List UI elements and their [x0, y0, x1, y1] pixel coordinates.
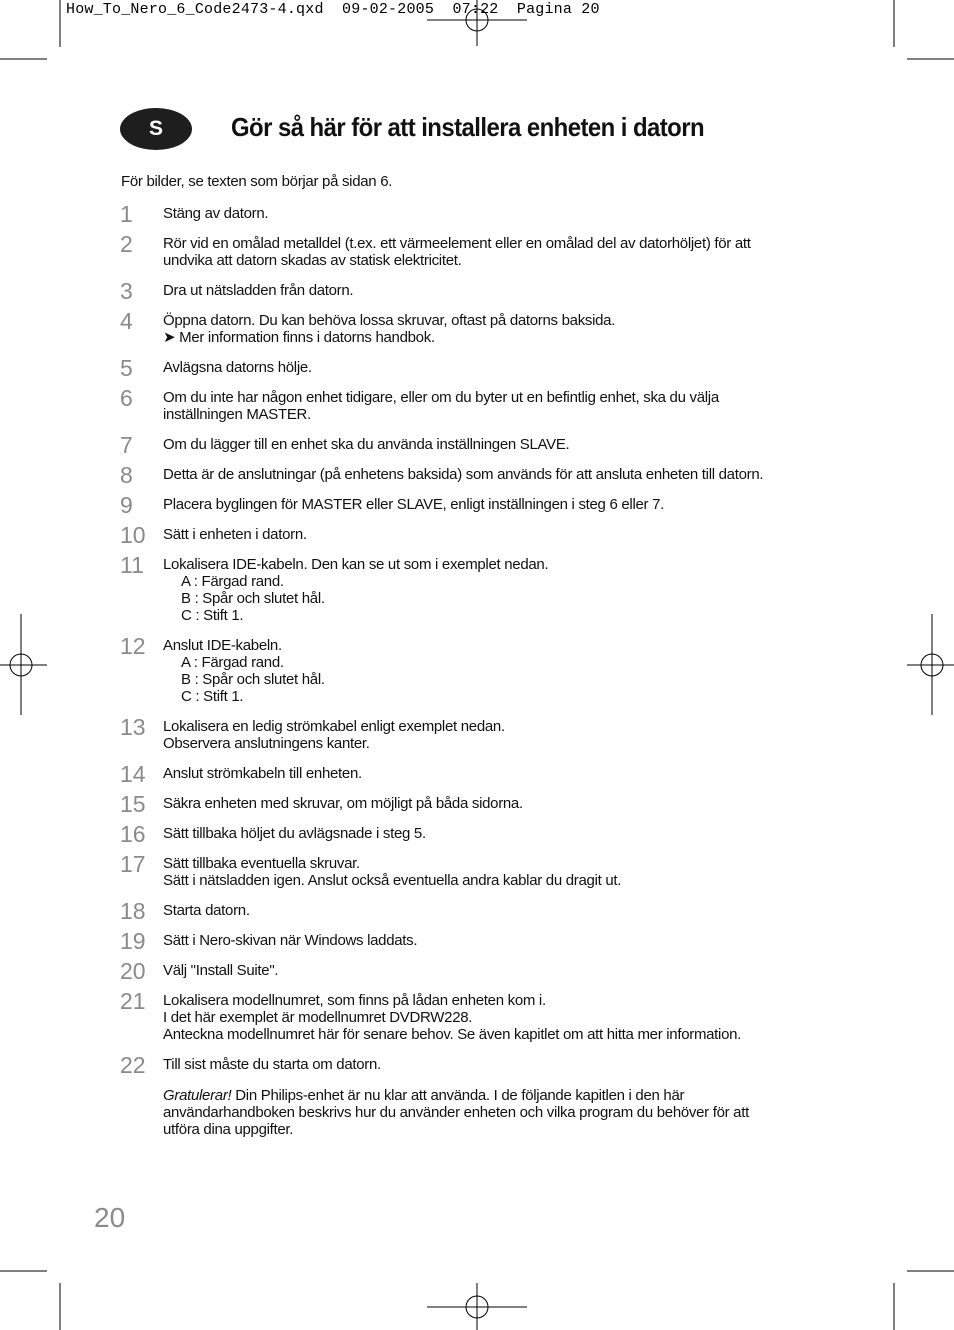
- step-text: Lokalisera IDE-kabeln. Den kan se ut som i exemplet nedan.: [163, 556, 549, 573]
- step-item: [120, 385, 820, 423]
- step-item: [120, 761, 820, 787]
- step-text: Rör vid en omålad metalldel (t.ex. ett värmeelement eller en omålad del av datorhöljet) för att: [163, 235, 751, 252]
- step-item: [120, 432, 820, 458]
- congratulations-paragraph: [163, 1087, 813, 1138]
- step-text: undvika att datorn skadas av statisk elektricitet.: [163, 252, 462, 269]
- step-number: 12: [120, 633, 146, 659]
- print-slug: How_To_Nero_6_Code2473-4.qxd 09-02-2005 07:22 Pagina 20: [66, 1, 600, 18]
- congratulations-line: användarhandboken beskrivs hur du använder enheten och vilka program du behöver för att: [163, 1104, 749, 1121]
- step-text: Anslut strömkabeln till enheten.: [163, 765, 362, 782]
- step-text: Säkra enheten med skruvar, om möjligt på båda sidorna.: [163, 795, 523, 812]
- step-item: [120, 958, 820, 984]
- step-text: Sätt i Nero-skivan när Windows laddats.: [163, 932, 418, 949]
- step-number: 2: [120, 231, 133, 257]
- step-text: Sätt i enheten i datorn.: [163, 526, 307, 543]
- step-number: 4: [120, 308, 133, 334]
- step-number: 1: [120, 201, 133, 227]
- step-text: Välj "Install Suite".: [163, 962, 279, 979]
- step-text: Sätt tillbaka eventuella skruvar.: [163, 855, 360, 872]
- step-item: [120, 278, 820, 304]
- step-text: ➤ Mer information finns i datorns handbok.: [163, 329, 435, 346]
- step-number: 7: [120, 432, 133, 458]
- step-text: Stäng av datorn.: [163, 205, 269, 222]
- step-item: [120, 462, 820, 488]
- step-subitem: B : Spår och slutet hål.: [181, 590, 325, 607]
- step-item: [120, 821, 820, 847]
- step-subitem: A : Färgad rand.: [181, 654, 284, 671]
- intro-text: För bilder, se texten som börjar på sidan 6.: [121, 173, 393, 190]
- step-text: Placera byglingen för MASTER eller SLAVE, enligt inställningen i steg 6 eller 7.: [163, 496, 664, 513]
- step-text: Observera anslutningens kanter.: [163, 735, 370, 752]
- step-number: 10: [120, 522, 146, 548]
- congratulations-line: utföra dina uppgifter.: [163, 1121, 294, 1138]
- step-number: 11: [120, 552, 144, 578]
- step-text: Om du lägger till en enhet ska du använda inställningen SLAVE.: [163, 436, 570, 453]
- step-item: [120, 231, 820, 269]
- congratulations-lead: Gratulerar!: [163, 1087, 232, 1104]
- step-item: [120, 201, 820, 227]
- congratulations-line: Din Philips-enhet är nu klar att använda. I de följande kapitlen i den här: [235, 1087, 685, 1104]
- step-number: 22: [120, 1052, 146, 1078]
- step-text: inställningen MASTER.: [163, 406, 311, 423]
- step-number: 14: [120, 761, 146, 787]
- step-text: Starta datorn.: [163, 902, 250, 919]
- language-badge: S: [120, 108, 192, 150]
- step-text: Avlägsna datorns hölje.: [163, 359, 312, 376]
- steps-list: [120, 196, 820, 1078]
- step-number: 17: [120, 851, 146, 877]
- step-item: [120, 714, 820, 752]
- step-text: Öppna datorn. Du kan behöva lossa skruvar, oftast på datorns baksida.: [163, 312, 616, 329]
- step-text: Sätt tillbaka höljet du avlägsnade i steg 5.: [163, 825, 426, 842]
- step-text: Anslut IDE-kabeln.: [163, 637, 282, 654]
- step-subitem: C : Stift 1.: [181, 607, 244, 624]
- step-item: [120, 355, 820, 381]
- step-number: 21: [120, 988, 146, 1014]
- step-text: Lokalisera modellnumret, som finns på lådan enheten kom i.: [163, 992, 546, 1009]
- step-item: [120, 791, 820, 817]
- page-number: 20: [94, 1202, 126, 1233]
- step-item: [120, 522, 820, 548]
- step-number: 3: [120, 278, 133, 304]
- step-subitem: B : Spår och slutet hål.: [181, 671, 325, 688]
- step-number: 5: [120, 355, 133, 381]
- step-text: I det här exemplet är modellnumret DVDRW228.: [163, 1009, 473, 1026]
- step-item: [120, 1052, 820, 1078]
- step-item: [120, 851, 820, 889]
- step-text: Till sist måste du starta om datorn.: [163, 1056, 381, 1073]
- step-item: [120, 633, 820, 705]
- step-item: [120, 492, 820, 518]
- step-number: 16: [120, 821, 146, 847]
- step-subitem: C : Stift 1.: [181, 688, 244, 705]
- step-number: 20: [120, 958, 146, 984]
- step-number: 8: [120, 462, 133, 488]
- step-number: 19: [120, 928, 146, 954]
- step-text: Sätt i nätsladden igen. Anslut också eventuella andra kablar du dragit ut.: [163, 872, 622, 889]
- step-item: [120, 898, 820, 924]
- step-subitem: A : Färgad rand.: [181, 573, 284, 590]
- step-item: [120, 988, 820, 1043]
- step-text: Anteckna modellnumret här för senare behov. Se även kapitlet om att hitta mer information.: [163, 1026, 742, 1043]
- step-number: 13: [120, 714, 146, 740]
- step-number: 18: [120, 898, 146, 924]
- step-number: 9: [120, 492, 133, 518]
- step-item: [120, 308, 820, 346]
- page-title: Gör så här för att installera enheten i datorn: [231, 112, 705, 142]
- step-item: [120, 928, 820, 954]
- step-number: 6: [120, 385, 133, 411]
- step-number: 15: [120, 791, 146, 817]
- step-text: Detta är de anslutningar (på enhetens baksida) som används för att ansluta enheten till datorn.: [163, 466, 764, 483]
- step-item: [120, 552, 820, 624]
- step-text: Dra ut nätsladden från datorn.: [163, 282, 354, 299]
- step-text: Om du inte har någon enhet tidigare, eller om du byter ut en befintlig enhet, ska du välja: [163, 389, 719, 406]
- step-text: Lokalisera en ledig strömkabel enligt exemplet nedan.: [163, 718, 505, 735]
